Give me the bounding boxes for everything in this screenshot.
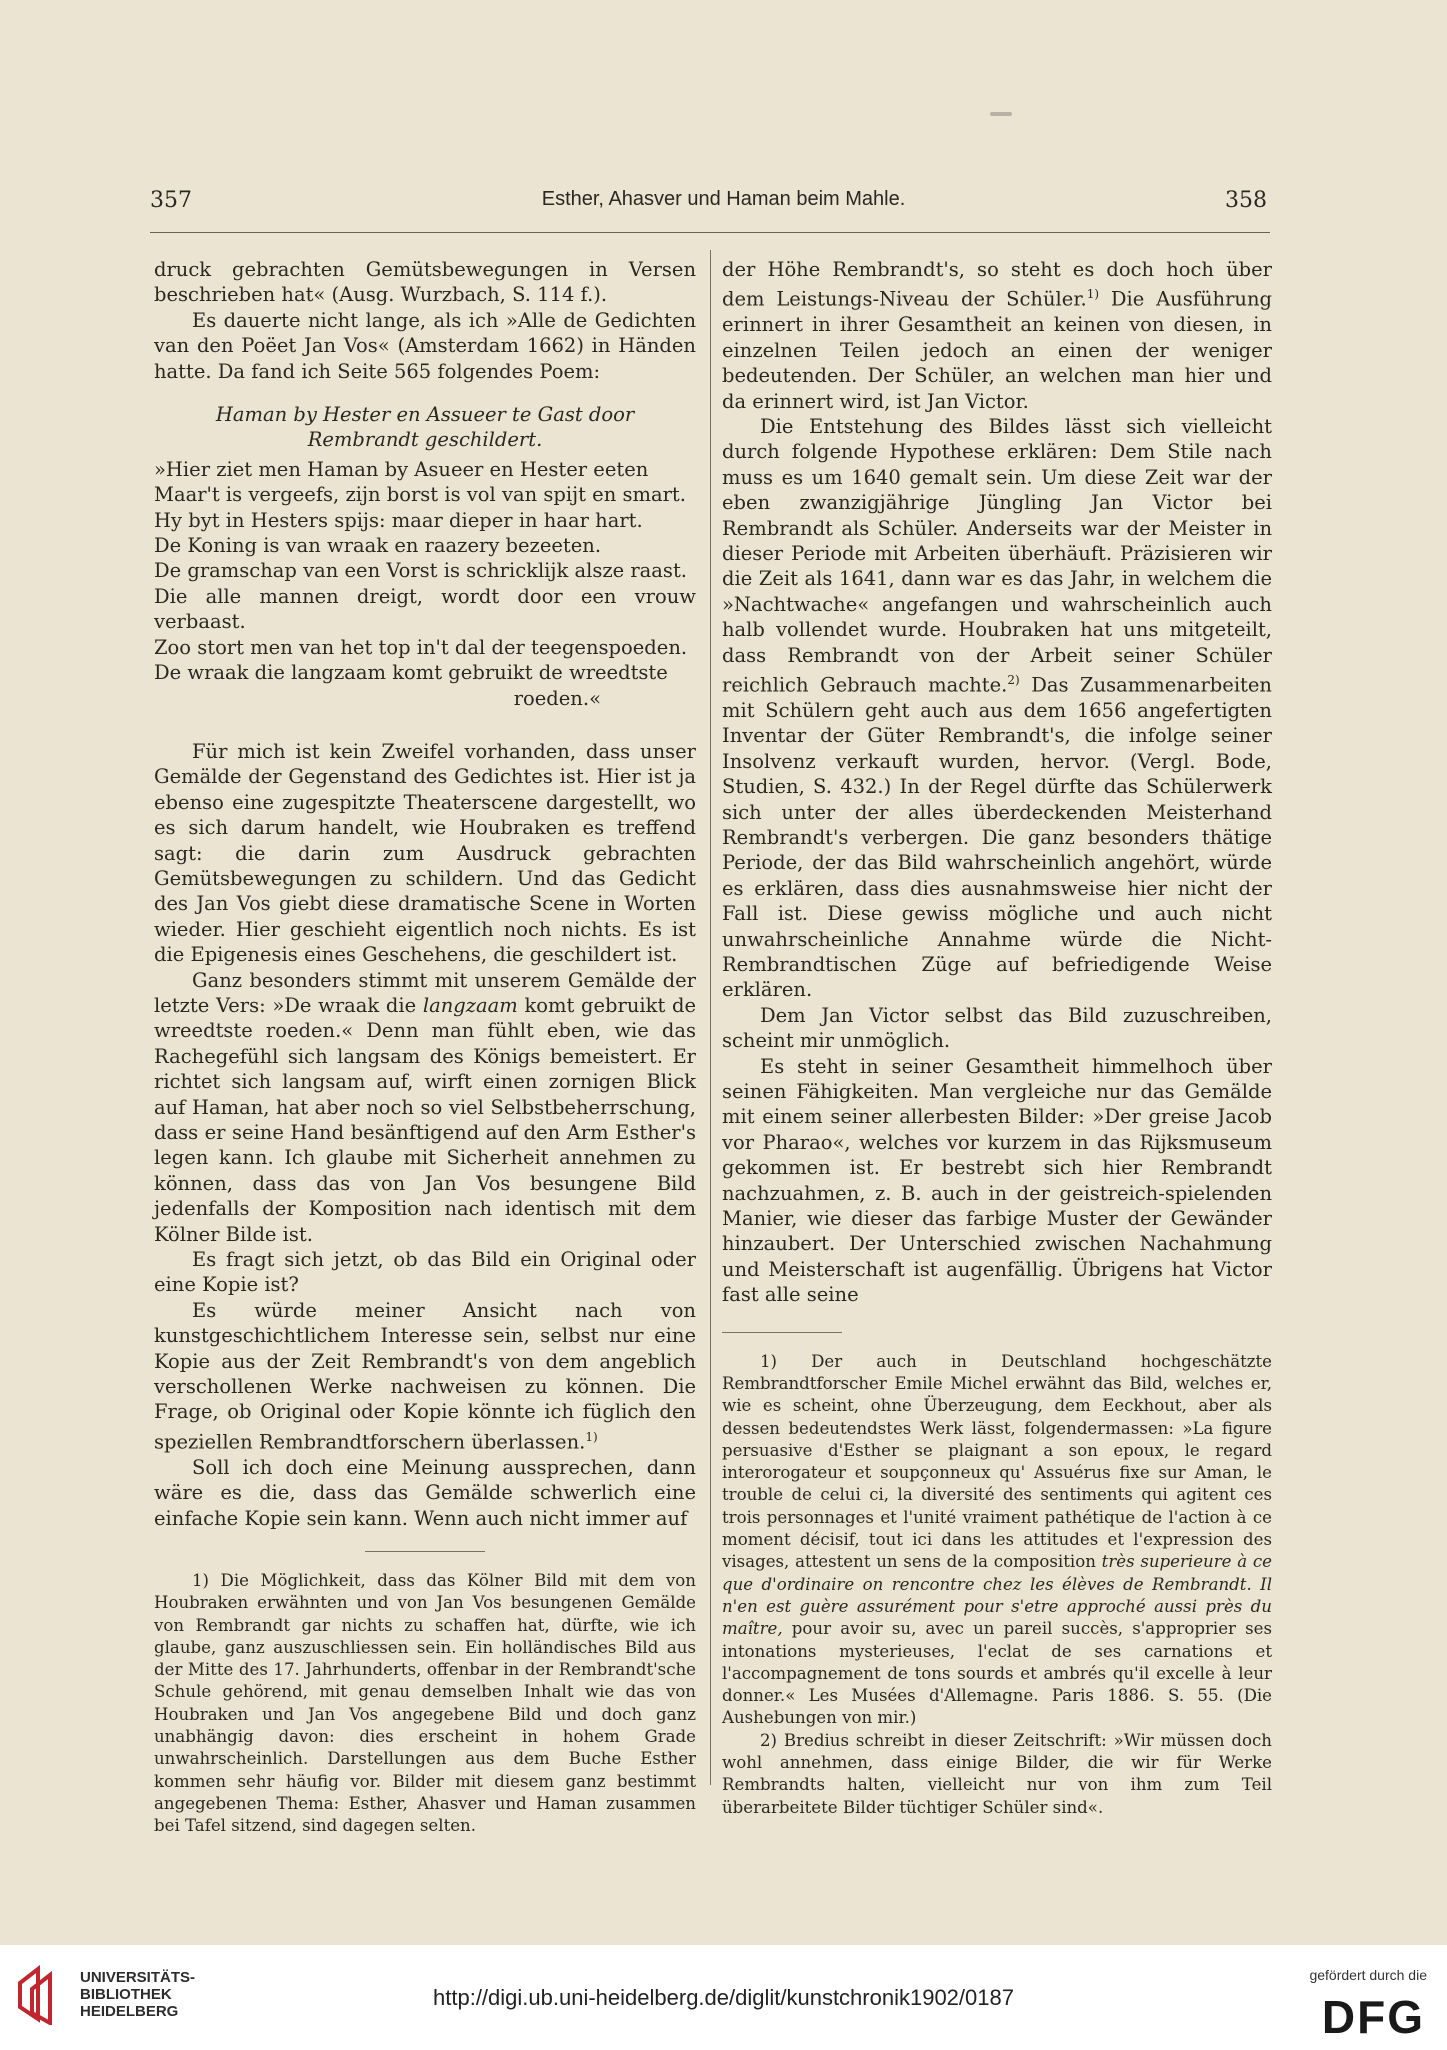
page-number-right: 358	[1225, 188, 1267, 213]
digitization-footer	[0, 1945, 1447, 2050]
footnote: 1) Die Möglichkeit, dass das Kölner Bild mit dem von Houbraken erwähnten und von Jan Vos besungenen Gemälde von Rembrandt gar nichts zu schaffen hat, dürfte, wie ich glaube, ganz auszuschliessen sein. Ein holländisches Bild aus der Mitte des 17. Jahrhunderts, offenbar in der Rembrandt'sche Schule gehörend, mit genau demselben Inhalt wie das von Houbraken und Jan Vos angegebene Bild und doch ganz unabhängig davon: dies erscheint in hohem Grade unwahrscheinlich. Darstellungen aus dem Buche Esther kommen sehr häufig vor. Bilder mit diesem ganz bestimmt angegebenen Thema: Esther, Ahasver und Haman zusammen bei Tafel sitzend, sind dagegen selten.	[154, 1571, 696, 1836]
paragraph: Soll ich doch eine Meinung aussprechen, dann wäre es die, dass das Gemälde schwerlich eine einfache Kopie sein kann. Wenn auch nicht immer auf	[154, 1455, 696, 1530]
footnote-ref: 1)	[1086, 287, 1100, 302]
paragraph: Es fragt sich jetzt, ob das Bild ein Original oder eine Kopie ist?	[154, 1248, 696, 1297]
text-run: 1) Der auch in Deutschland hochgeschätzte Rembrandtforscher Emile Michel erwähnt das Bild, welches er, wie es scheint, ohne Überzeugung, dem Eeckhout, aber als dessen bedeutendstes Werk lässt, folgendermassen: »La figure persuasive d'Esther se plaignant a son epoux, le regard interorogateur et soupçonneux qu' Assuérus fixe sur Aman, le trouble de celui ci, la diversité des sentiments qui agitent ces trois personnages et l'unité vraiment pathétique de l'action à ce moment décisif, tout ici dans les attitudes et l'expression des visages, attestent un sens de la composition	[722, 1351, 1272, 1572]
source-url-link[interactable]: http://digi.ub.uni-heidelberg.de/diglit/kunstchronik1902/0187	[433, 1985, 1014, 2010]
emphasis: très superieure à ce que d'ordinaire on rencontre chez les élèves de Rembrandt. Il n'en est guère assurément pour s'etre approché aussi près du maître,	[722, 1552, 1272, 1639]
poem	[154, 457, 696, 711]
footnote: 2) Bredius schreibt in dieser Zeitschrift: »Wir müssen doch wohl annehmen, dass einige Bilder, die wir für Werke Rembrandts halten, vielleicht nur von ihm zum Teil überarbeitete Bilder tüchtiger Schüler sind«.	[722, 1730, 1272, 1817]
poem-title-line: Rembrandt geschildert.	[307, 428, 543, 452]
poem-line: Die alle mannen dreigt, wordt door een vrouw verbaast.	[154, 584, 696, 634]
paragraph	[154, 968, 696, 1247]
paragraph: Dem Jan Victor selbst das Bild zuzuschreiben, scheint mir unmöglich.	[722, 1003, 1272, 1053]
running-title: Esther, Ahasver und Haman beim Mahle.	[541, 188, 906, 210]
poem-line: Zoo stort men van het top in't dal der teegenspoeden.	[154, 635, 688, 659]
uni-line: UNIVERSITÄTS-	[80, 1969, 196, 1986]
emphasis: langzaam	[422, 993, 518, 1017]
text-run: Die Ausführung erinnert in ihrer Gesamtheit an keinen von diesen, in einzelnen Teilen jedoch an einen der weniger bedeutenden. Der Schüler, an welchen man hier und da erinnert wird, ist Jan Victor.	[722, 287, 1273, 413]
poem-line: Hy byt in Hesters spijs: maar dieper in haar hart.	[154, 508, 643, 532]
paragraph: druck gebrachten Gemütsbewegungen in Versen beschrieben hat« (Ausg. Wurzbach, S. 114 f.).	[154, 258, 696, 307]
poem-line-end: roeden.«	[513, 686, 601, 710]
paragraph	[722, 414, 1272, 1003]
text-run: Das Zusammenarbeiten mit Schülern geht auch aus dem 1656 angefertigten Inventar der Güter Rembrandt's, die infolge seiner Insolvenz verkauft wurden, hervor. (Vergl. Bode, Studien, S. 432.) In der Regel dürfte das Schülerwerk sich unter der alles überdeckenden Meisterhand Rembrandt's verbergen. Die ganz besonders thätige Periode, der das Bild wahrscheinlich angehört, würde es erklären, dass dies ausnahmsweise hier nicht der Fall ist. Diese gewiss mögliche und auch nicht unwahrscheinliche Annahme würde die Nicht-Rembrandtischen Züge auf befriedigende Weise erklären.	[722, 673, 1272, 1002]
column-divider	[710, 250, 711, 1785]
footnote	[722, 1351, 1272, 1730]
poem-line: De Koning is van wraak en raazery bezeeten.	[154, 534, 602, 558]
header-rule	[150, 232, 1270, 233]
left-column	[154, 257, 696, 1838]
paragraph	[722, 257, 1272, 414]
text-run: Es würde meiner Ansicht nach von kunstgeschichtlichem Interesse sein, selbst nur eine Kopie aus der Zeit Rembrandt's von dem angeblich verschollenen Werke nachweisen zu können. Die Frage, ob Original oder Kopie könnte ich füglich den speziellen Rembrandtforschern überlassen.	[154, 1298, 696, 1454]
paragraph: Es dauerte nicht lange, als ich »Alle de Gedichten van den Poëet Jan Vos« (Amsterdam 1662) in Händen hatte. Da fand ich Seite 565 folgendes Poem:	[154, 308, 696, 383]
paragraph: Es steht in seiner Gesamtheit himmelhoch über seinen Fähigkeiten. Man vergleiche nur das Gemälde mit einem seiner allerbesten Bilder: »Der greise Jacob vor Pharao«, welches vor kurzem in das Rijksmuseum gekommen ist. Er bestrebt sich hier Rembrandt nachzuahmen, z. B. auch in der geistreich-spielenden Manier, wie dieser das farbige Muster der Gewänder hinzaubert. Der Unterschied zwischen Nachahmung und Meisterschaft ist augenfällig. Übrigens hat Victor fast alle seine	[722, 1054, 1272, 1307]
uni-line: BIBLIOTHEK	[80, 1986, 172, 2003]
footnote-rule	[722, 1332, 842, 1333]
poem-line: De wraak die langzaam komt gebruikt de wreedtste	[154, 661, 668, 685]
poem-line: De gramschap van een Vorst is schricklijk alsze raast.	[154, 559, 687, 583]
text-run: komt gebruikt de wreedtste roeden.« Denn man fühlt eben, wie das Rachegefühl sich langsam des Königs bemeistert. Er richtet sich langsam auf, wirft einen zornigen Blick auf Haman, hat aber noch so viel Selbstbeherrschung, dass er seine Hand besänftigend auf den Arm Esther's legen kann. Ich glaube mit Sicherheit annehmen zu können, dass das von Jan Vos besungene Bild jedenfalls der Komposition nach identisch mit dem Kölner Bilde ist.	[154, 993, 696, 1246]
poem-line: Maar't is vergeefs, zijn borst is vol van spijt en smart.	[154, 483, 686, 507]
poem-title-line: Haman by Hester en Assueer te Gast door	[215, 403, 635, 427]
text-run: der Höhe Rembrandt's, so steht es doch hoch über dem Leistungs-Niveau der Schüler.	[722, 258, 1272, 311]
footnote-ref: 2)	[1007, 673, 1020, 687]
paper-speck	[990, 112, 1012, 116]
poem-title	[154, 402, 696, 453]
page-number-left: 357	[150, 188, 192, 213]
footnote-rule	[365, 1551, 485, 1552]
right-column	[722, 257, 1272, 1819]
uni-line: HEIDELBERG	[80, 2003, 179, 2020]
text-run: Ganz besonders stimmt mit unserem Gemälde der letzte Vers: »De wraak die	[154, 968, 696, 1017]
text-run: Die Entstehung des Bildes lässt sich vielleicht durch folgende Hypothese erklären: Dem Stile nach muss es um 1640 gemalt sein. Um diese Zeit war der eben zwanzigjährige Jüngling Jan Victor bei Rembrandt als Schüler. Anderseits war der Meister in dieser Periode mit Arbeiten überhäuft. Präzisieren wir die Zeit als 1641, dann war es das Jahr, in welchem die »Nachtwache« angefangen und wahrscheinlich auch halb vollendet wurde. Houbraken hat uns mitgeteilt, dass Rembrandt von der Arbeit seiner Schüler reichlich Gebrauch machte.	[722, 414, 1272, 697]
footnotes	[722, 1351, 1272, 1819]
text-run: pour avoir su, avec un pareil succès, s'approprier ses intonations mysterieuses, l'eclat de ses carnations et l'accompagnement de tons sourds et ambrés qu'il excelle à leur donner.« Les Musées d'Allemagne. Paris 1886. S. 55. (Die Aushebungen von mir.)	[722, 1619, 1272, 1728]
paragraph	[154, 1298, 696, 1455]
footnotes	[154, 1570, 696, 1838]
poem-line: »Hier ziet men Haman by Asueer en Hester eeten	[154, 457, 649, 481]
dfg-logo[interactable]: DFG	[1321, 1991, 1425, 2043]
footnote-ref: 1)	[585, 1429, 598, 1444]
paragraph: Für mich ist kein Zweifel vorhanden, dass unser Gemälde der Gegenstand des Gedichtes ist. Hier ist ja ebenso eine zugespitzte Theaterscene dargestellt, wo es sich darum handelt, wie Houbraken es treffend sagt: die darin zum Ausdruck gebrachten Gemütsbewegungen zu schildern. Und das Gedicht des Jan Vos giebt diese dramatische Scene in Worten wieder. Hier geschieht eigentlich noch nichts. Es ist die Epigenesis eines Geschehens, die geschildert ist.	[154, 739, 696, 967]
funded-by-label: gefördert durch die	[1309, 1967, 1427, 1983]
